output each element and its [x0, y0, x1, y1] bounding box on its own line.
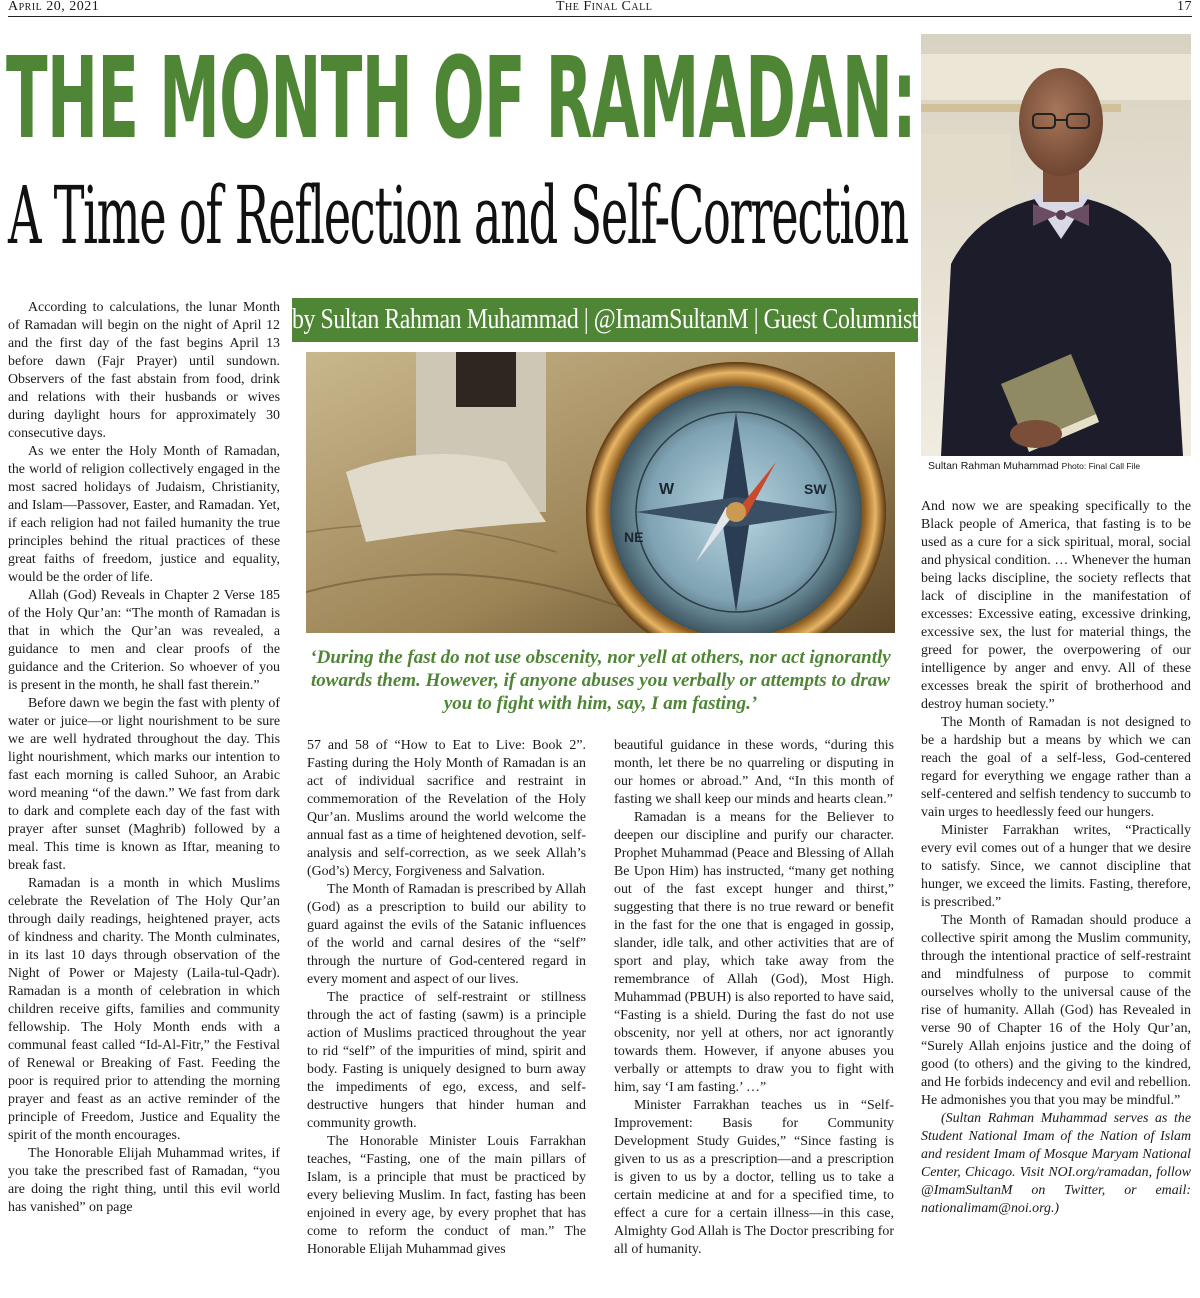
svg-text:SW: SW — [804, 481, 827, 497]
pull-quote: ‘During the fast do not use obscenity, nor yell at others, nor act ignorantly towards them. However, if anyone abuses you verbally or attempts to draw you to fight with him, say, I am fasting.’ — [310, 647, 891, 714]
headline: THE MONTH OF RAMADAN: — [6, 34, 917, 164]
article-column-1 — [8, 299, 280, 1217]
author-photo — [921, 34, 1191, 456]
publication-name: The Final Call — [556, 0, 653, 14]
article-column-3 — [614, 737, 894, 1259]
author-bio: (Sultan Rahman Muhammad serves as the Student National Imam of the Nation of Islam and resident Imam of Mosque Maryam National Center, Chicago. Visit NOI.org/ramadan, follow @ImamSultanM on Twitter, or email: nationalimam@noi.org.) — [921, 1111, 1191, 1216]
paragraph: Minister Farrakhan teaches us in “Self-Improvement: Basis for Community Development Study Guides,” “Since fasting is given to us as a prescription—and a prescription is given to us by a doctor, telling us to take a certain medicine at and for a specified time, to effect a cure for a certain illness—in this case, Almighty God Allah is The Doctor prescribing for all of humanity. — [614, 1098, 894, 1257]
compass-illustration — [306, 352, 895, 633]
photo-credit: Photo: Final Call File — [1061, 461, 1141, 471]
paragraph: Ramadan is a means for the Believer to deepen our discipline and purify our character. Prophet Muhammad (Peace and Blessing of Allah Be Upon Him) has instructed, “many get nothing out of the fast except hunger and thirst,” suggesting that there is no true reward or benefit in the fast for the one that is engaged in gossip, slander, idle talk, and other activities that are of sport and play, which take away from the remembrance of Allah (God), Most High. Muhammad (PBUH) is also reported to have said, “Fasting is a shield. During the fast do not use obscenity, nor yell at others, nor act ignorantly towards them. However, if anyone abuses you verbally or attempts to draw you to fight with him, say ‘I am fasting.’ …” — [614, 810, 894, 1095]
paragraph: As we enter the Holy Month of Ramadan, the world of religion collectively engaged in the most sacred holidays of Judaism, Christianity, and Islam—Passover, Easter, and Ramadan. Yet, if each religion had not failed humanity the true principles behind the ritual practices of these great faiths of freedom, justice and equality, would be the order of life. — [8, 444, 280, 585]
paragraph: Ramadan is a month in which Muslims celebrate the Revelation of The Holy Qur’an through daily readings, heightened prayer, acts of kindness and charity. The Month culminates, in its last 10 days through observation of the Night of Power or Majesty (Laila-tul-Qadr). Ramadan is a month of celebration in which children receive gifts, families and community fellowship. The Holy Month ends with a communal feast called “Id-Al-Fitr,” the Festival of Renewal or Breaking of Fast. Feeding the poor is required prior to attending the morning prayer and feast as an active reminder of the principle of Freedom, Justice and Equality the spirit of the month encourages. — [8, 876, 280, 1143]
paragraph: And now we are speaking specifically to the Black people of America, that fasting is to be used as a cure for a sick spiritual, moral, social and physical condition. … Whenever the human being lacks discipline, the society reflects that lack of discipline in the manifestation of excesses: Excessive eating, excessive drinking, excessive sex, the lust for material things, the greed for power, the overpowering of our intelligence by anger and envy. All of these excesses break the spirit of brotherhood and destroy human society.” — [921, 499, 1191, 712]
page-number: 17 — [1177, 0, 1192, 14]
paragraph: According to calculations, the lunar Month of Ramadan will begin on the night of April 12 and the first day of the fast begins April 13 before dawn (Fajr Prayer) until sundown. Observers of the fast abstain from food, drink and relations with their husbands or wives during daylight hours for approximately 30 consecutive days. — [8, 300, 280, 441]
issue-date: April 20, 2021 — [8, 0, 100, 14]
paragraph: The Honorable Elijah Muhammad writes, if you take the prescribed fast of Ramadan, “you are doing the right thing, until this evil world has vanished” on page — [8, 1146, 280, 1215]
paragraph: The Month of Ramadan is prescribed by Allah (God) as a prescription to build our ability to guard against the evils of the Satanic influences of the world and carnal desires of the “self” through the nurture of God-centered regard in every moment and aspect of our lives. — [307, 882, 586, 987]
paragraph: beautiful guidance in these words, “during this month, let there be no quarreling or disputing in our homes or abroad.” And, “In this month of fasting we shall keep our minds and hearts clean.” — [614, 738, 894, 807]
svg-text:NE: NE — [624, 529, 644, 545]
article-column-2 — [307, 737, 586, 1259]
byline: by Sultan Rahman Muhammad | @ImamSultanM | Guest Columnist — [292, 298, 918, 342]
paragraph: Minister Farrakhan writes, “Practically every evil comes out of a hunger that we desire to satisfy. Since, we cannot discipline that hunger, we exceed the limits. Fasting, therefore, is prescribed.” — [921, 823, 1191, 910]
paragraph: 57 and 58 of “How to Eat to Live: Book 2”. Fasting during the Holy Month of Ramadan is an act of individual sacrifice and restraint in commemoration of the Revelation of the Holy Qur’an. Muslims around the world welcome the annual fast as a time of heightened devotion, self-analysis and self-correction, as we seek Allah’s (God’s) Mercy, Forgiveness and Salvation. — [307, 738, 586, 879]
paragraph: Allah (God) Reveals in Chapter 2 Verse 185 of the Holy Qur’an: “The month of Ramadan is that in which the Qur’an was revealed, a guidance to men and clear proofs of the guidance and the Criterion. So whoever of you is present in the month, he shall fast therein.” — [8, 588, 280, 693]
photo-caption — [928, 460, 1190, 472]
paragraph: The Honorable Minister Louis Farrakhan teaches, “Fasting, one of the main pillars of Islam, is a principle that must be practiced by every believing Muslim. In fact, fasting has been enjoined in every age, by every prophet that has come to reform the conduct of man.” The Honorable Elijah Muhammad gives — [307, 1134, 586, 1257]
paragraph: The Month of Ramadan is not designed to be a hardship but a means by which we can reach the goal of a self-less, God-centered regard for everything we engage rather than a self-centered and selfish tendency to succumb to vain urges to heedlessly feed our hungers. — [921, 715, 1191, 820]
page-header — [8, 0, 1192, 17]
paragraph: The Month of Ramadan should produce a collective spirit among the Muslim community, through the intentional practice of self-restraint and mindfulness of purpose to commit ourselves wholly to the universal cause of the rise of humanity. Allah (God) has Revealed in verse 90 of Chapter 16 of the Holy Qur’an, “Surely Allah enjoins justice and the doing of good (to others) and the giving to the kindred, and He forbids indecency and evil and rebellion. He admonishes you that you may be mindful.” — [921, 913, 1191, 1108]
photo-caption-name: Sultan Rahman Muhammad — [928, 460, 1059, 472]
subheadline: A Time of Reflection and Self-Correction — [8, 169, 908, 262]
paragraph: The practice of self-restraint or stillness through the act of fasting (sawm) is a principle action of Muslims practiced throughout the year to rid “self” of the impurities of mind, spirit and body. Fasting is uniquely designed to burn away the impediments of ego, excess, and self-destructive hungers that hinder human and community growth. — [307, 990, 586, 1131]
article-column-4 — [921, 498, 1191, 1218]
paragraph: Before dawn we begin the fast with plenty of water or juice—or light nourishment to be sure we are well hydrated throughout the day. This light nourishment, which marks our intention to fast each morning is called Suhoor, an Arabic word meaning “of the dawn.” We fast from dark to dark and complete each day of the fast with prayer after sunset (Maghrib) followed by a meal. This time is known as Iftar, meaning to break fast. — [8, 696, 280, 873]
svg-text:W: W — [659, 481, 675, 498]
